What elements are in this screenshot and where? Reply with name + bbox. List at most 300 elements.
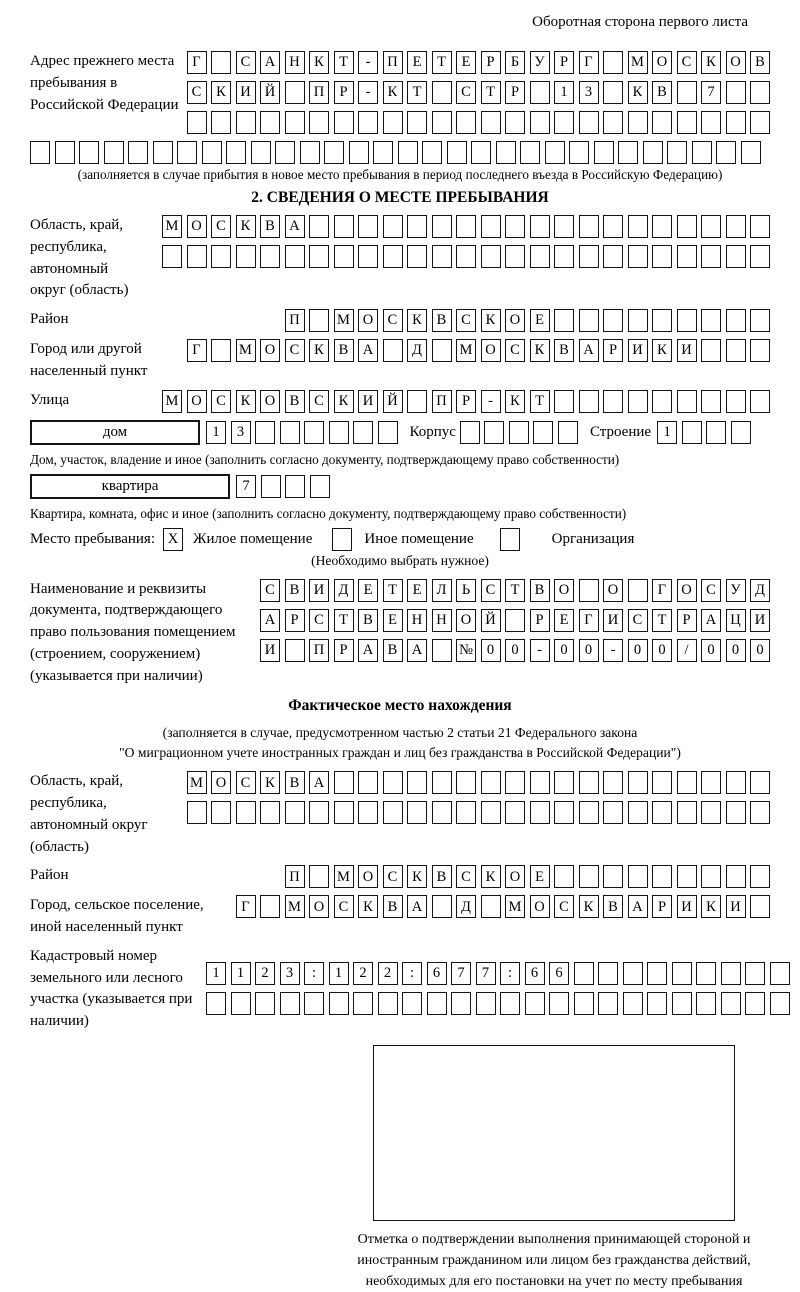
char-cell[interactable]: В [554, 339, 574, 362]
char-cell[interactable] [226, 141, 246, 164]
char-cell[interactable] [309, 801, 329, 824]
char-cell[interactable]: 3 [280, 962, 300, 985]
char-cell[interactable]: Т [481, 81, 501, 104]
char-cell[interactable]: П [383, 51, 403, 74]
char-cell[interactable] [554, 309, 574, 332]
char-cell[interactable] [432, 81, 452, 104]
char-cell[interactable] [745, 962, 765, 985]
char-cell[interactable]: 3 [579, 81, 599, 104]
char-cell[interactable] [603, 771, 623, 794]
char-cell[interactable] [332, 528, 352, 551]
char-cell[interactable] [682, 421, 702, 444]
char-cell[interactable] [598, 992, 618, 1015]
char-cell[interactable]: О [603, 579, 623, 602]
char-cell[interactable] [530, 81, 550, 104]
cadastral-row-1[interactable] [206, 962, 790, 985]
char-cell[interactable] [652, 309, 672, 332]
char-cell[interactable] [383, 111, 403, 134]
char-cell[interactable]: А [579, 339, 599, 362]
char-cell[interactable] [334, 245, 354, 268]
char-cell[interactable]: П [432, 390, 452, 413]
char-cell[interactable]: - [603, 639, 623, 662]
char-cell[interactable] [677, 245, 697, 268]
char-cell[interactable] [770, 992, 790, 1015]
char-cell[interactable] [211, 245, 231, 268]
char-cell[interactable]: К [334, 390, 354, 413]
char-cell[interactable] [505, 801, 525, 824]
char-cell[interactable] [481, 801, 501, 824]
char-cell[interactable]: 7 [451, 962, 471, 985]
char-cell[interactable] [721, 962, 741, 985]
char-cell[interactable]: К [579, 895, 599, 918]
char-cell[interactable] [701, 339, 721, 362]
char-cell[interactable]: К [481, 865, 501, 888]
char-cell[interactable] [309, 215, 329, 238]
stay-option-checkbox-organization[interactable] [500, 528, 520, 551]
char-cell[interactable]: И [358, 390, 378, 413]
char-cell[interactable]: С [505, 339, 525, 362]
char-cell[interactable] [402, 992, 422, 1015]
char-cell[interactable]: 2 [255, 962, 275, 985]
char-cell[interactable]: X [163, 528, 183, 551]
char-cell[interactable]: Е [456, 51, 476, 74]
char-cell[interactable]: О [554, 579, 574, 602]
char-cell[interactable]: О [260, 390, 280, 413]
korpus-cells[interactable] [460, 421, 578, 444]
char-cell[interactable] [202, 141, 222, 164]
char-cell[interactable] [603, 81, 623, 104]
char-cell[interactable] [383, 339, 403, 362]
char-cell[interactable] [358, 245, 378, 268]
char-cell[interactable] [701, 309, 721, 332]
char-cell[interactable] [672, 992, 692, 1015]
char-cell[interactable]: : [500, 962, 520, 985]
char-cell[interactable] [726, 865, 746, 888]
char-cell[interactable] [451, 992, 471, 1015]
char-cell[interactable] [432, 801, 452, 824]
char-cell[interactable] [260, 895, 280, 918]
char-cell[interactable] [484, 421, 504, 444]
char-cell[interactable]: К [309, 339, 329, 362]
char-cell[interactable] [677, 801, 697, 824]
char-cell[interactable]: Е [554, 609, 574, 632]
char-cell[interactable] [505, 771, 525, 794]
char-cell[interactable]: А [260, 609, 280, 632]
char-cell[interactable] [373, 141, 393, 164]
char-cell[interactable]: Ь [456, 579, 476, 602]
char-cell[interactable] [701, 865, 721, 888]
char-cell[interactable] [603, 245, 623, 268]
char-cell[interactable]: М [285, 895, 305, 918]
char-cell[interactable] [726, 245, 746, 268]
char-cell[interactable] [358, 771, 378, 794]
char-cell[interactable] [549, 992, 569, 1015]
char-cell[interactable] [447, 141, 467, 164]
char-cell[interactable]: О [187, 390, 207, 413]
char-cell[interactable]: 1 [554, 81, 574, 104]
char-cell[interactable]: П [285, 865, 305, 888]
char-cell[interactable]: Н [432, 609, 452, 632]
char-cell[interactable]: А [628, 895, 648, 918]
char-cell[interactable] [643, 141, 663, 164]
char-cell[interactable] [187, 801, 207, 824]
apartment-cells[interactable] [236, 475, 330, 498]
char-cell[interactable]: Р [334, 639, 354, 662]
char-cell[interactable] [309, 111, 329, 134]
char-cell[interactable] [300, 141, 320, 164]
char-cell[interactable] [726, 111, 746, 134]
char-cell[interactable]: С [260, 579, 280, 602]
char-cell[interactable]: Е [407, 51, 427, 74]
char-cell[interactable]: Т [432, 51, 452, 74]
char-cell[interactable]: О [211, 771, 231, 794]
char-cell[interactable] [334, 215, 354, 238]
char-cell[interactable]: С [309, 390, 329, 413]
char-cell[interactable]: 0 [652, 639, 672, 662]
char-cell[interactable]: С [701, 579, 721, 602]
char-cell[interactable] [652, 801, 672, 824]
char-cell[interactable]: А [358, 639, 378, 662]
char-cell[interactable]: № [456, 639, 476, 662]
char-cell[interactable]: С [677, 51, 697, 74]
char-cell[interactable] [701, 801, 721, 824]
char-cell[interactable] [432, 215, 452, 238]
char-cell[interactable]: С [554, 895, 574, 918]
char-cell[interactable] [677, 215, 697, 238]
char-cell[interactable] [623, 992, 643, 1015]
char-cell[interactable]: Г [187, 339, 207, 362]
char-cell[interactable] [628, 801, 648, 824]
char-cell[interactable]: М [628, 51, 648, 74]
char-cell[interactable] [677, 771, 697, 794]
char-cell[interactable] [309, 309, 329, 332]
char-cell[interactable]: К [358, 895, 378, 918]
char-cell[interactable]: Г [579, 609, 599, 632]
char-cell[interactable] [153, 141, 173, 164]
char-cell[interactable]: 0 [505, 639, 525, 662]
char-cell[interactable] [672, 962, 692, 985]
char-cell[interactable]: Л [432, 579, 452, 602]
char-cell[interactable] [667, 141, 687, 164]
char-cell[interactable] [505, 609, 525, 632]
char-cell[interactable] [509, 421, 529, 444]
region-row-2[interactable] [162, 245, 770, 268]
char-cell[interactable]: 7 [236, 475, 256, 498]
prev-address-row-1[interactable] [187, 51, 771, 74]
char-cell[interactable] [104, 141, 124, 164]
char-cell[interactable] [275, 141, 295, 164]
char-cell[interactable] [652, 215, 672, 238]
char-cell[interactable] [285, 111, 305, 134]
char-cell[interactable]: С [456, 865, 476, 888]
char-cell[interactable]: Е [383, 609, 403, 632]
char-cell[interactable] [162, 245, 182, 268]
char-cell[interactable]: В [383, 895, 403, 918]
char-cell[interactable] [579, 215, 599, 238]
char-cell[interactable] [579, 579, 599, 602]
char-cell[interactable] [260, 801, 280, 824]
char-cell[interactable]: Р [481, 51, 501, 74]
char-cell[interactable] [334, 771, 354, 794]
char-cell[interactable]: 0 [628, 639, 648, 662]
char-cell[interactable] [726, 215, 746, 238]
char-cell[interactable] [579, 111, 599, 134]
char-cell[interactable]: 6 [549, 962, 569, 985]
char-cell[interactable]: В [334, 339, 354, 362]
char-cell[interactable] [285, 81, 305, 104]
char-cell[interactable] [251, 141, 271, 164]
char-cell[interactable] [407, 245, 427, 268]
char-cell[interactable] [383, 801, 403, 824]
char-cell[interactable] [422, 141, 442, 164]
char-cell[interactable] [603, 215, 623, 238]
char-cell[interactable] [481, 771, 501, 794]
char-cell[interactable] [285, 639, 305, 662]
char-cell[interactable] [329, 421, 349, 444]
char-cell[interactable] [647, 992, 667, 1015]
char-cell[interactable]: - [358, 51, 378, 74]
char-cell[interactable] [750, 309, 770, 332]
char-cell[interactable]: К [236, 215, 256, 238]
char-cell[interactable] [324, 141, 344, 164]
char-cell[interactable] [432, 639, 452, 662]
char-cell[interactable]: В [432, 309, 452, 332]
char-cell[interactable]: С [456, 309, 476, 332]
char-cell[interactable]: Г [579, 51, 599, 74]
char-cell[interactable] [236, 245, 256, 268]
char-cell[interactable] [128, 141, 148, 164]
char-cell[interactable] [496, 141, 516, 164]
char-cell[interactable] [432, 111, 452, 134]
char-cell[interactable]: С [628, 609, 648, 632]
char-cell[interactable]: Р [285, 609, 305, 632]
char-cell[interactable] [579, 309, 599, 332]
char-cell[interactable]: С [285, 339, 305, 362]
char-cell[interactable] [701, 390, 721, 413]
char-cell[interactable] [383, 215, 403, 238]
char-cell[interactable]: К [701, 895, 721, 918]
char-cell[interactable] [383, 245, 403, 268]
char-cell[interactable] [349, 141, 369, 164]
char-cell[interactable]: Р [652, 895, 672, 918]
char-cell[interactable] [30, 141, 50, 164]
char-cell[interactable]: С [456, 81, 476, 104]
char-cell[interactable]: О [505, 865, 525, 888]
char-cell[interactable] [456, 801, 476, 824]
char-cell[interactable]: Е [530, 309, 550, 332]
char-cell[interactable] [231, 992, 251, 1015]
char-cell[interactable] [652, 390, 672, 413]
char-cell[interactable] [505, 215, 525, 238]
house-number-cells[interactable] [206, 421, 398, 444]
char-cell[interactable]: Г [187, 51, 207, 74]
char-cell[interactable]: : [304, 962, 324, 985]
char-cell[interactable]: Е [358, 579, 378, 602]
char-cell[interactable] [731, 421, 751, 444]
char-cell[interactable] [770, 962, 790, 985]
char-cell[interactable] [652, 111, 672, 134]
char-cell[interactable]: Р [554, 51, 574, 74]
actual-region-row-1[interactable] [187, 771, 771, 794]
prev-address-row-4[interactable] [30, 141, 770, 164]
char-cell[interactable]: В [530, 579, 550, 602]
char-cell[interactable] [255, 992, 275, 1015]
char-cell[interactable] [280, 992, 300, 1015]
char-cell[interactable] [750, 865, 770, 888]
char-cell[interactable]: Д [456, 895, 476, 918]
char-cell[interactable]: А [285, 215, 305, 238]
char-cell[interactable]: Р [530, 609, 550, 632]
char-cell[interactable]: М [162, 390, 182, 413]
char-cell[interactable] [677, 111, 697, 134]
char-cell[interactable] [750, 801, 770, 824]
char-cell[interactable]: Т [652, 609, 672, 632]
char-cell[interactable] [358, 111, 378, 134]
char-cell[interactable] [211, 51, 231, 74]
char-cell[interactable] [309, 865, 329, 888]
char-cell[interactable]: О [726, 51, 746, 74]
char-cell[interactable] [603, 111, 623, 134]
char-cell[interactable] [554, 390, 574, 413]
char-cell[interactable] [554, 771, 574, 794]
char-cell[interactable]: О [358, 309, 378, 332]
char-cell[interactable] [407, 801, 427, 824]
char-cell[interactable] [530, 801, 550, 824]
char-cell[interactable]: Р [456, 390, 476, 413]
char-cell[interactable] [471, 141, 491, 164]
char-cell[interactable]: - [530, 639, 550, 662]
char-cell[interactable] [505, 111, 525, 134]
char-cell[interactable]: Б [505, 51, 525, 74]
char-cell[interactable] [628, 309, 648, 332]
char-cell[interactable] [741, 141, 761, 164]
char-cell[interactable]: 6 [427, 962, 447, 985]
char-cell[interactable]: 0 [579, 639, 599, 662]
actual-city-row[interactable] [236, 895, 771, 918]
char-cell[interactable] [701, 245, 721, 268]
char-cell[interactable] [358, 215, 378, 238]
char-cell[interactable]: 0 [701, 639, 721, 662]
char-cell[interactable] [628, 390, 648, 413]
char-cell[interactable] [618, 141, 638, 164]
char-cell[interactable] [481, 245, 501, 268]
char-cell[interactable] [598, 962, 618, 985]
char-cell[interactable]: С [211, 215, 231, 238]
stroenie-cells[interactable] [657, 421, 751, 444]
char-cell[interactable] [652, 865, 672, 888]
char-cell[interactable]: В [285, 390, 305, 413]
char-cell[interactable] [692, 141, 712, 164]
char-cell[interactable]: Т [334, 51, 354, 74]
char-cell[interactable] [304, 992, 324, 1015]
char-cell[interactable] [750, 895, 770, 918]
char-cell[interactable]: К [652, 339, 672, 362]
char-cell[interactable]: В [358, 609, 378, 632]
char-cell[interactable]: К [505, 390, 525, 413]
char-cell[interactable]: А [309, 771, 329, 794]
stay-option-checkbox-other[interactable] [332, 528, 352, 551]
char-cell[interactable] [329, 992, 349, 1015]
char-cell[interactable] [603, 865, 623, 888]
char-cell[interactable]: В [285, 579, 305, 602]
char-cell[interactable] [456, 245, 476, 268]
char-cell[interactable] [628, 111, 648, 134]
char-cell[interactable] [481, 111, 501, 134]
char-cell[interactable]: 7 [476, 962, 496, 985]
char-cell[interactable]: И [677, 895, 697, 918]
char-cell[interactable]: С [309, 609, 329, 632]
char-cell[interactable] [79, 141, 99, 164]
char-cell[interactable]: П [309, 639, 329, 662]
char-cell[interactable]: 0 [554, 639, 574, 662]
char-cell[interactable]: Д [334, 579, 354, 602]
char-cell[interactable]: 3 [231, 421, 251, 444]
char-cell[interactable] [554, 215, 574, 238]
char-cell[interactable]: 7 [701, 81, 721, 104]
char-cell[interactable]: В [260, 215, 280, 238]
char-cell[interactable]: В [750, 51, 770, 74]
char-cell[interactable]: Т [407, 81, 427, 104]
char-cell[interactable] [726, 81, 746, 104]
char-cell[interactable] [701, 111, 721, 134]
char-cell[interactable] [211, 801, 231, 824]
char-cell[interactable] [594, 141, 614, 164]
char-cell[interactable] [456, 111, 476, 134]
char-cell[interactable]: П [309, 81, 329, 104]
char-cell[interactable]: 6 [525, 962, 545, 985]
char-cell[interactable]: Т [383, 579, 403, 602]
char-cell[interactable]: К [407, 309, 427, 332]
char-cell[interactable] [55, 141, 75, 164]
char-cell[interactable] [177, 141, 197, 164]
char-cell[interactable] [603, 801, 623, 824]
char-cell[interactable] [456, 771, 476, 794]
char-cell[interactable]: О [260, 339, 280, 362]
char-cell[interactable]: В [603, 895, 623, 918]
char-cell[interactable] [726, 801, 746, 824]
char-cell[interactable] [579, 801, 599, 824]
char-cell[interactable] [677, 81, 697, 104]
char-cell[interactable] [603, 51, 623, 74]
char-cell[interactable] [706, 421, 726, 444]
char-cell[interactable] [530, 771, 550, 794]
char-cell[interactable] [554, 865, 574, 888]
char-cell[interactable] [545, 141, 565, 164]
document-row-1[interactable] [260, 579, 770, 602]
char-cell[interactable]: Г [652, 579, 672, 602]
stay-option-checkbox-residential[interactable] [163, 528, 183, 551]
char-cell[interactable] [628, 245, 648, 268]
char-cell[interactable]: О [652, 51, 672, 74]
char-cell[interactable] [554, 801, 574, 824]
char-cell[interactable]: У [726, 579, 746, 602]
char-cell[interactable] [304, 421, 324, 444]
char-cell[interactable] [726, 390, 746, 413]
char-cell[interactable] [750, 215, 770, 238]
char-cell[interactable]: И [750, 609, 770, 632]
char-cell[interactable]: Н [407, 609, 427, 632]
char-cell[interactable]: К [383, 81, 403, 104]
char-cell[interactable] [721, 992, 741, 1015]
char-cell[interactable]: 2 [353, 962, 373, 985]
char-cell[interactable]: С [383, 865, 403, 888]
char-cell[interactable] [533, 421, 553, 444]
char-cell[interactable] [310, 475, 330, 498]
char-cell[interactable] [726, 771, 746, 794]
char-cell[interactable] [334, 111, 354, 134]
char-cell[interactable]: 0 [481, 639, 501, 662]
char-cell[interactable] [579, 245, 599, 268]
